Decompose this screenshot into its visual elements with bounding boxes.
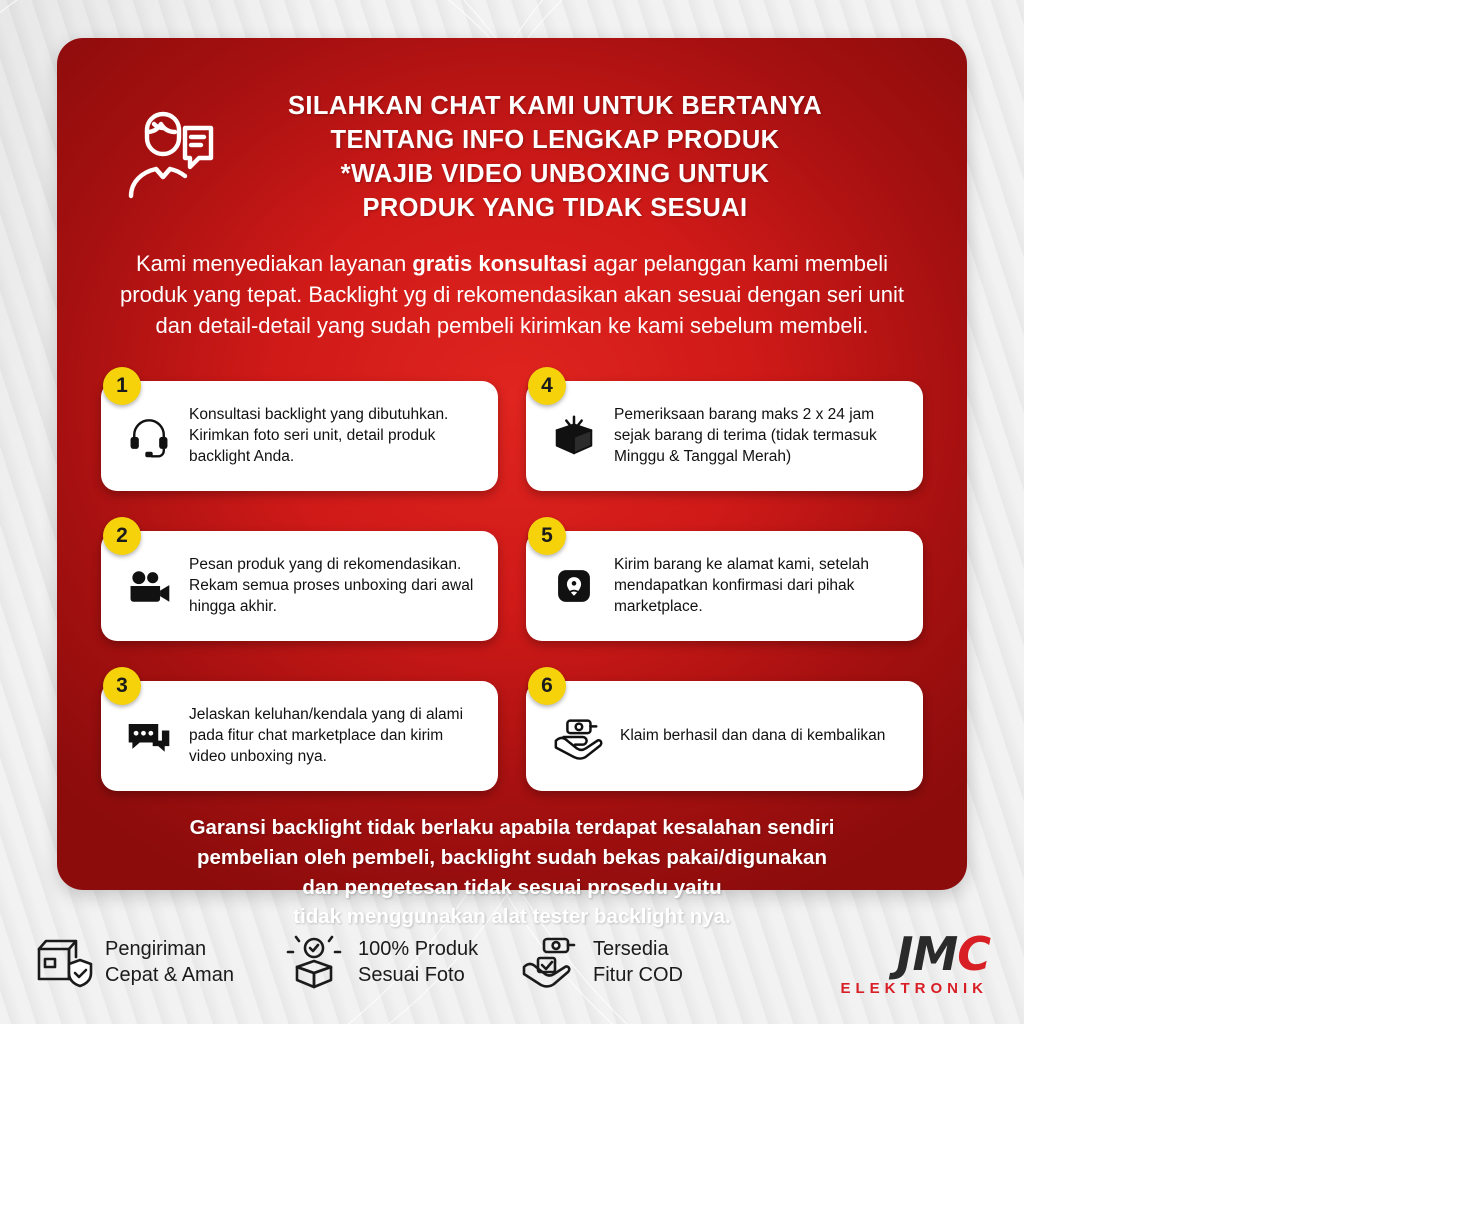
intro-part-2: agar pelanggan kami membeli produk yang tepat. Backlight yg di rekomendasikan akan sesuai dengan seri unit dan detail-detail yang sudah pembeli kirimkan ke kami sebelum membeli.	[120, 250, 904, 339]
step-text: Pesan produk yang di rekomendasikan. Rekam semua proses unboxing dari awal hingga akhir.	[189, 556, 474, 615]
feature-label	[593, 936, 683, 988]
shipping-box-shield-icon	[30, 931, 92, 993]
title-line-3: *WAJIB VIDEO UNBOXING UNTUK	[340, 159, 770, 188]
note-line-1: Garansi backlight tidak berlaku apabila terdapat kesalahan sendiri	[189, 816, 835, 840]
jmc-logo	[800, 927, 990, 1005]
logo-letter-m: M	[912, 927, 958, 981]
note-line-4: tidak menggunakan alat tester backlight nya.	[293, 905, 731, 929]
steps-grid	[101, 367, 923, 791]
headset-icon	[123, 410, 175, 462]
feature-line-2: Fitur COD	[593, 964, 683, 986]
feature-cod	[518, 931, 683, 993]
step-number-badge: 5	[528, 517, 566, 555]
step-item	[101, 517, 498, 641]
step-text: Kirim barang ke alamat kami, setelah mendapatkan konfirmasi dari pihak marketplace.	[614, 556, 870, 615]
feature-line-2: Cepat & Aman	[105, 964, 234, 986]
step-item	[526, 367, 923, 491]
feature-authentic	[283, 931, 478, 993]
feature-label	[105, 936, 234, 988]
step-text: Pemeriksaan barang maks 2 x 24 jam sejak barang di terima (tidak termasuk Minggu & Tanggal Merah)	[614, 406, 877, 465]
title-line-2: TENTANG INFO LENGKAP PRODUK	[330, 125, 780, 154]
support-agent-icon	[113, 100, 223, 210]
step-item	[101, 367, 498, 491]
feature-line-2: Sesuai Foto	[358, 964, 465, 986]
video-camera-icon	[123, 560, 175, 612]
feature-line-1: Pengiriman	[105, 938, 207, 960]
step-card	[526, 681, 923, 791]
logo-letter-j: J	[896, 927, 913, 981]
note-line-2: pembelian oleh pembeli, backlight sudah bekas pakai/digunakan	[197, 846, 827, 870]
verified-box-icon	[283, 931, 345, 993]
feature-shipping	[30, 931, 234, 993]
title-line-1: SILAHKAN CHAT KAMI UNTUK BERTANYA	[287, 92, 823, 120]
step-text: Konsultasi backlight yang dibutuhkan. Kirimkan foto seri unit, detail produk backlight Anda.	[189, 406, 449, 465]
step-text: Klaim berhasil dan dana di kembalikan	[620, 727, 886, 745]
feature-line-1: Tersedia	[593, 938, 669, 960]
feature-label	[358, 936, 478, 988]
step-number-badge: 6	[528, 667, 566, 705]
step-text: Jelaskan keluhan/kendala yang di alami pada fitur chat marketplace dan kirim video unboxing nya.	[189, 706, 464, 765]
red-info-card	[57, 38, 967, 929]
step-number-badge: 1	[103, 367, 141, 405]
card-header	[57, 38, 967, 226]
step-card	[101, 681, 498, 791]
location-pin-icon	[548, 560, 600, 612]
logo-letter-c: C	[957, 927, 990, 981]
cod-hand-cash-icon	[518, 931, 580, 993]
step-item	[526, 517, 923, 641]
title-line-4: PRODUK YANG TIDAK SESUAI	[362, 193, 748, 222]
intro-part-1: Kami menyediakan layanan	[135, 250, 413, 276]
feature-line-1: 100% Produk	[358, 938, 479, 960]
step-item	[101, 667, 498, 791]
page-title	[223, 90, 907, 226]
step-card	[526, 381, 923, 491]
bottom-feature-bar	[0, 905, 1024, 1024]
logo-wordmark	[800, 927, 990, 981]
step-number-badge: 3	[103, 667, 141, 705]
cash-refund-icon	[548, 710, 606, 762]
step-number-badge: 2	[103, 517, 141, 555]
step-item	[526, 667, 923, 791]
intro-paragraph	[57, 226, 967, 342]
logo-subtitle: ELEKTRONIK	[840, 980, 988, 997]
chat-bubbles-icon	[123, 710, 175, 762]
step-card	[101, 381, 498, 491]
open-box-icon	[548, 410, 600, 462]
step-number-badge: 4	[528, 367, 566, 405]
step-card	[526, 531, 923, 641]
note-line-3: dan pengetesan tidak sesuai prosedu yaitu	[302, 875, 722, 899]
intro-highlight: gratis konsultasi	[412, 250, 588, 276]
step-card	[101, 531, 498, 641]
